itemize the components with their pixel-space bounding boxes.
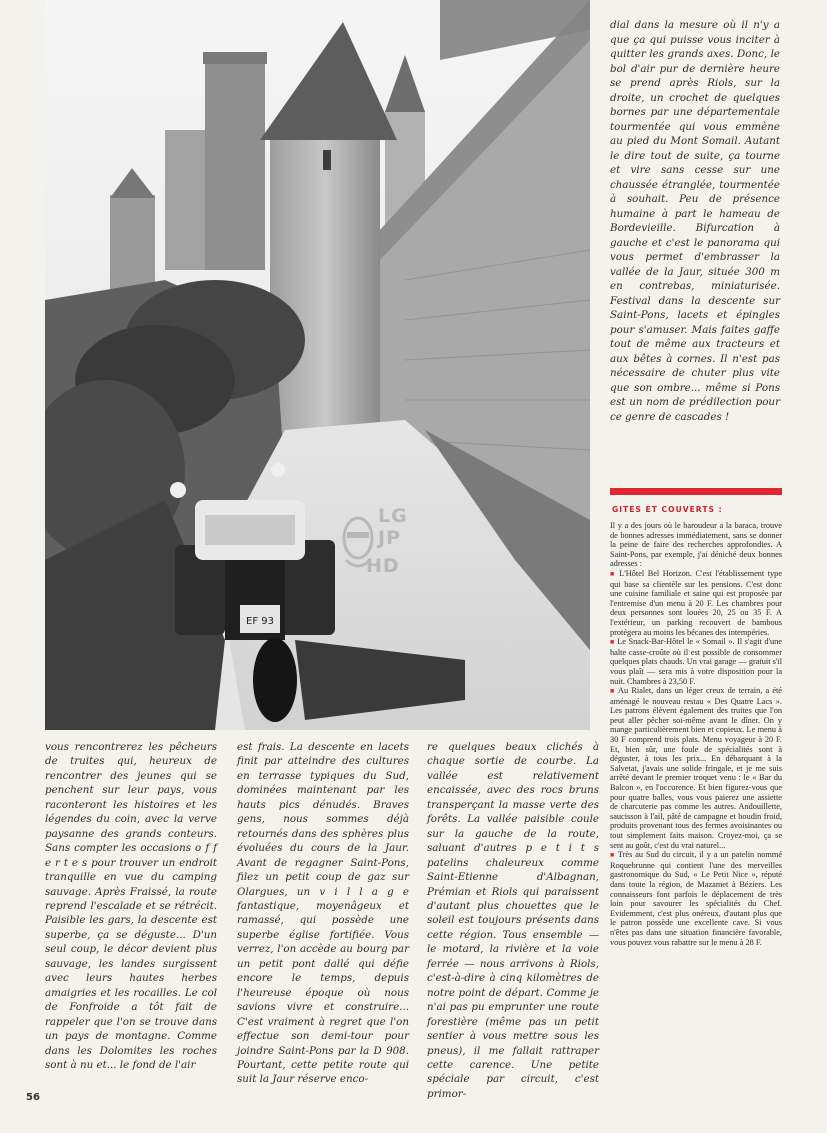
guide-item-1-text: L'Hôtel Bel Horizon. C'est l'établissement type qui base sa clientèle sur les pensions. C'est donc une cuisine familiale et saine qui est proposée par l'entremise d'un menu à 20 F. Les chambres pour deux personnes sont louées 20, 25 ou 35 F. A l'extérieur, un parking recouvert de bambous protégera au moins les bécanes des intempéries. [610,568,783,637]
watermark-line1: LG [378,505,408,527]
guide-intro: Il y a des jours où le baroudeur a la baraca, trouve de bonnes adresses immédiatement, sans se donner la peine de faire des recherches approfondies. A Saint-Pons, par exemple, j'ai déniché deux bonnes adresses : [610,521,782,569]
section-divider-bar [610,488,782,495]
guide-item-3 [610,686,782,850]
right-column [610,18,780,424]
article-column-3: re quelques beaux clichés à chaque sortie de courbe. La vallée est relativement encaissée, avec des rocs bruns transperçant la masse verte des forêts. La vallée paisible coule sur la gauche de la route, saluant d'autres p e t i t s patelins chaleureux comme Saint-Etienne d'Albagnan, Prémian et Riols qui paraissent d'autant plus chouettes que le soleil est toujours présents dans cette région. Tous ensemble — le motard, la rivière et la voie ferrée — nous arrivons à Riols, c'est-à-dire à cinq kilomètres de notre point de départ. Comme je n'ai pas pu emprunter une route forestière (même pas un petit sentier à vous mettre sous les pneus), il me fallait rattraper cette carence. Une petite spéciale par circuit, c'est primor- [427,741,599,1100]
bullet-square-icon: ■ [610,687,616,696]
bullet-square-icon: ■ [610,851,616,860]
bullet-square-icon: ■ [610,638,615,647]
photo-illustration [45,0,590,730]
gites-et-couverts-section [610,488,782,947]
article-column-1: vous rencontrerez les pêcheurs de truites qui, heureux de rencontrer des jeunes qui se penchent sur leur pays, vous raconteront les histoires et les légendes du coin, avec la verve paysanne des grands conteurs. Sans compter les occasions o f f e r t e s pour trouver un endroit tranquille en vue du camping sauvage. Après Fraissé, la route reprend l'escalade et se rétrécit. Paisible les gars, la descente est superbe, ça se déguste... D'un seul coup, le décor devient plus sauvage, les landes surgissent avec leurs hautes herbes amaigries et les rocailles. Le col de Fonfroide a tôt fait de rappeler que l'on se trouve dans un pays de montagne. Comme dans les Dolomites les roches sont à nu et... le fond de l'air [45,741,217,1071]
guide-item-2 [610,637,782,686]
page-number: 56 [26,1092,40,1103]
guide-item-3-text: Au Rialet, dans un léger creux de terrain, a été aménagé le nouveau restau « Des Quatre Lacs ». Les patrons élèvent également des truites que l'on peut aller pêcher soi-même avant le dîner. On y mange particulièrement bien et copieux. Le menu à 30 F comprend trois plats. Menu voyageur à 20 F. Et, bien sûr, une foule de spécialités sont à déguster, à tous les prix... En débarquant à la Salvetat, j'avais une solide fringale, et je me suis arrêté devant le premier troquet venu : le « Bar du Balcon », en l'occurence. Et bien figurez-vous que pour quatre balles, vous vous paierez une assiette de charcuterie pas comme les autres. Andouillette, saucisson à l'ail, pâté de campagne et boudin froid, produits provenant tous des fermes avoisinantes ou tout simplement faits maison. Croyez-moi, ça se sent au goût, c'est du vrai naturel... [610,686,782,850]
guide-item-4 [610,850,782,947]
guide-item-2-text: Le Snack-Bar-Hôtel le « Somail ». Il s'agit d'une halte casse-croûte où il est possible de consommer quelques plats chauds. Un vrai garage — gratuit s'il vous plaît — sera mis à votre disposition pour la nuit. Chambres à 23,50 F. [610,637,782,686]
watermark-line3: HD [366,555,400,577]
license-plate-text: EF 93 [246,616,274,627]
article-column-2: est frais. La descente en lacets finit par atteindre des cultures en terrasse typiques du Sud, dominées maintenant par les hauts pics dénudés. Braves gens, nous sommes déjà retournés dans des sphères plus évoluées du cours de la Jaur. Avant de regagner Saint-Pons, filez un petit coup de gaz sur Olargues, un v i l l a g e fantastique, moyenâgeux et ramassé, qui possède une superbe église fortifiée. Vous verrez, l'on accède au bourg par un petit pont dallé qui défie encore le temps, depuis l'heureuse époque où nous savions vivre et construire... C'est vraiment à regret que l'on effectue son demi-tour pour joindre Saint-Pons par la D 908. Pourtant, cette petite route qui suit la Jaur réserve enco- [237,741,409,1086]
motorcycle-castle-photo [45,0,590,730]
watermark-line2: JP [378,527,401,549]
guide-item-4-text: Très au Sud du circuit, il y a un patelin nommé Roquebrunne qui contient l'une des merveilles gastronomique du Sud, « Le Petit Nice », réputé dans toute la région, de Mazamet à Béziers. Les connaisseurs font parfois le déplacement de très loin pour savourer les spécialités du Chef. Evidemment, c'est plus onéreux, d'autant plus que le patron possède une excellente cave. Si vous n'êtes pas dans une situation financière favorable, vous pouvez vous rabattre sur le menu à 28 F. [610,850,782,947]
right-column-text: dial dans la mesure où il n'y a que ça qui puisse vous inciter à quitter les grands axes. Donc, le bol d'air pur de dernière heure se prend après Riols, sur la droite, un crochet de quelques bornes par une départementale tourmentée qui vous emmène au pied du Mont Somail. Autant le dire tout de suite, ça tourne et vire sans cesse sur une chaussée étranglée, tourmentée à souhait. Peu de présence humaine à part le hameau de Bordevieille. Bifurcation à gauche et c'est le panorama qui vous permet d'embrasser la vallée de la Jaur, située 300 m en contrebas, miniaturisée. Festival dans la descente sur Saint-Pons, lacets et épingles pour s'amuser. Mais faites gaffe tout de même aux tracteurs et aux bêtes à cornes. Il n'est pas nécessaire de chuter plus vite que son ombre... même si Pons est un nom de prédilection pour ce genre de cascades ! [610,19,780,423]
bullet-square-icon: ■ [610,569,616,578]
guide-item-1 [610,569,782,637]
watermark-logo [338,505,428,590]
section-title: GITES ET COUVERTS : [612,505,723,514]
